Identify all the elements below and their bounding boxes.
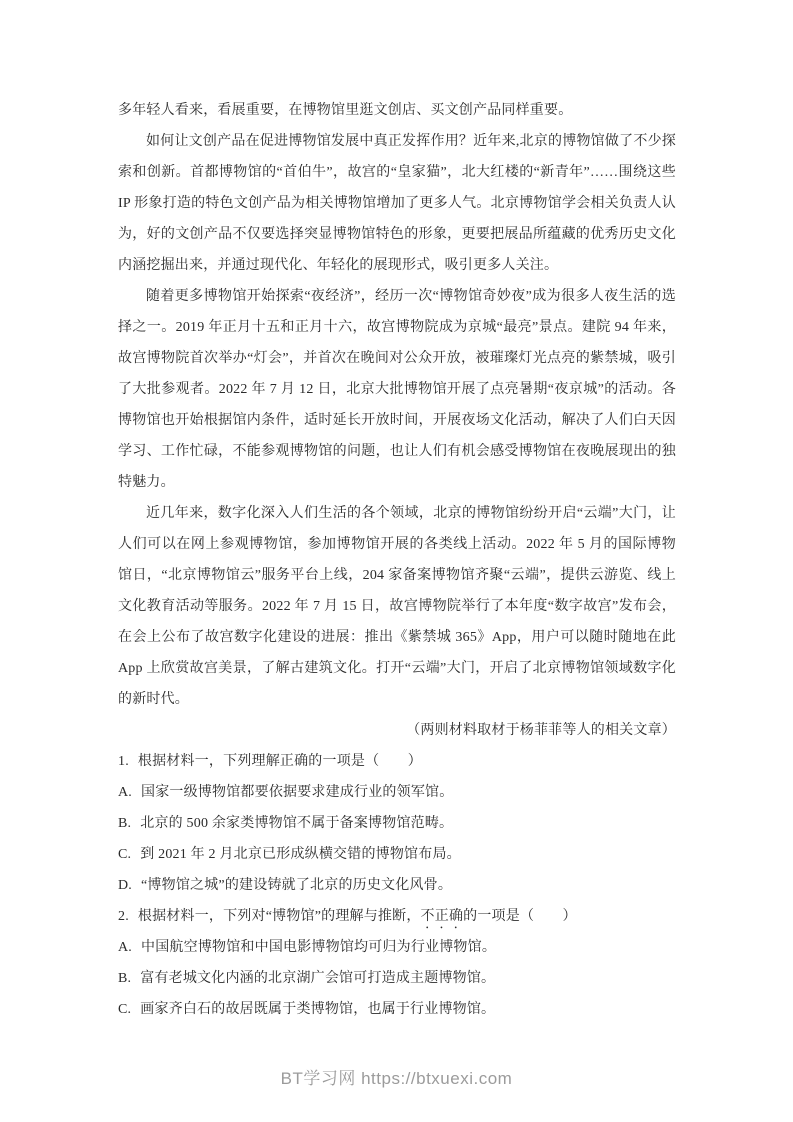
option-text: 画家齐白石的故居既属于类博物馆，也属于行业博物馆。 xyxy=(140,1002,496,1017)
paragraph-night-economy: 随着更多博物馆开始探索“夜经济”，经历一次“博物馆奇妙夜”成为很多人夜生活的选择之一。2019 年正月十五和正月十六，故宫博物院成为京城“最亮”景点。建院 94 年来，故宫博物院首次举办“灯会”，并首次在晚间对公众开放，被璀璨灯光点亮的紫禁城，吸引了大批参观者。2022 年 7 月 12 日，北京大批博物馆开展了点亮暑期“夜京城”的活动。各博物馆也开始根据馆内条件，适时延长开放时间，开展夜场文化活动，解决了人们白天因学习、工作忙碌，不能参观博物馆的问题，也让人们有机会感受博物馆在夜晚展现出的独特魅力。 xyxy=(118,289,676,490)
option-text: 国家一级博物馆都要依据要求建成行业的领军馆。 xyxy=(141,785,454,800)
option-text: “博物馆之城”的建设铸就了北京的历史文化风骨。 xyxy=(141,878,453,893)
paragraph-continuation: 多年轻人看来，看展重要，在博物馆里逛文创店、买文创产品同样重要。 xyxy=(118,103,573,118)
question-2-stem-tail: 的一项是（ ） xyxy=(463,909,577,924)
option-label: A. xyxy=(118,940,133,955)
question-2-stem xyxy=(118,901,676,932)
question-1-option-b xyxy=(118,808,676,839)
question-2-stem-emphasis: 不正确 xyxy=(420,909,464,924)
option-label: D. xyxy=(118,878,133,893)
option-text: 北京的 500 余家类博物馆不属于备案博物馆范畴。 xyxy=(140,816,454,831)
question-2 xyxy=(118,901,676,1025)
question-1-option-d xyxy=(118,870,676,901)
source-attribution: （两则材料取材于杨菲菲等人的相关文章） xyxy=(406,723,676,738)
question-2-stem-text: 根据材料一，下列对“博物馆”的理解与推断， xyxy=(137,909,421,924)
question-2-option-c xyxy=(118,994,676,1025)
question-1-option-a xyxy=(118,777,676,808)
question-2-option-a xyxy=(118,932,676,963)
question-1-option-c xyxy=(118,839,676,870)
question-1 xyxy=(118,746,676,901)
option-text: 到 2021 年 2 月北京已形成纵横交错的博物馆布局。 xyxy=(140,847,461,862)
question-1-stem-text: 根据材料一，下列理解正确的一项是（ ） xyxy=(137,754,422,769)
paragraph-cultural-products: 如何让文创产品在促进博物馆发展中真正发挥作用？近年来,北京的博物馆做了不少探索和创新。首都博物馆的“首伯牛”，故宫的“皇家猫”，北大红楼的“新青年”……围绕这些 IP 形象打造的特色文创产品为相关博物馆增加了更多人气。北京博物馆学会相关负责人认为，好的文创产品不仅要选择突显博物馆特色的形象，更要把展品所蕴藏的优秀历史文化内涵挖掘出来，并通过现代化、年轻化的展现形式，吸引更多人关注。 xyxy=(118,134,676,273)
option-label: C. xyxy=(118,1002,132,1017)
option-label: B. xyxy=(118,971,132,986)
option-label: A. xyxy=(118,785,133,800)
question-1-stem xyxy=(118,746,676,777)
question-2-option-b xyxy=(118,963,676,994)
paragraph-digitalization: 近几年来，数字化深入人们生活的各个领域，北京的博物馆纷纷开启“云端”大门，让人们可以在网上参观博物馆，参加博物馆开展的各类线上活动。2022 年 5 月的国际博物馆日，“北京博物馆云”服务平台上线，204 家备案博物馆齐聚“云端”，提供云游览、线上文化教育活动等服务。2022 年 7 月 15 日，故宫博物院举行了本年度“数字故宫”发布会，在会上公布了故宫数字化建设的进展：推出《紫禁城 365》App，用户可以随时随地在此 App 上欣赏故宫美景，了解古建筑文化。打开“云端”大门，开启了北京博物馆领域数字化的新时代。 xyxy=(118,506,676,707)
watermark-text: BT学习网 https://btxuexi.com xyxy=(280,1069,513,1088)
article-content xyxy=(118,95,676,1025)
question-1-number: 1. xyxy=(118,754,129,769)
option-text: 富有老城文化内涵的北京湖广会馆可打造成主题博物馆。 xyxy=(140,971,496,986)
option-text: 中国航空博物馆和中国电影博物馆均可归为行业博物馆。 xyxy=(141,940,497,955)
question-2-number: 2. xyxy=(118,909,129,924)
option-label: C. xyxy=(118,847,132,862)
option-label: B. xyxy=(118,816,132,831)
